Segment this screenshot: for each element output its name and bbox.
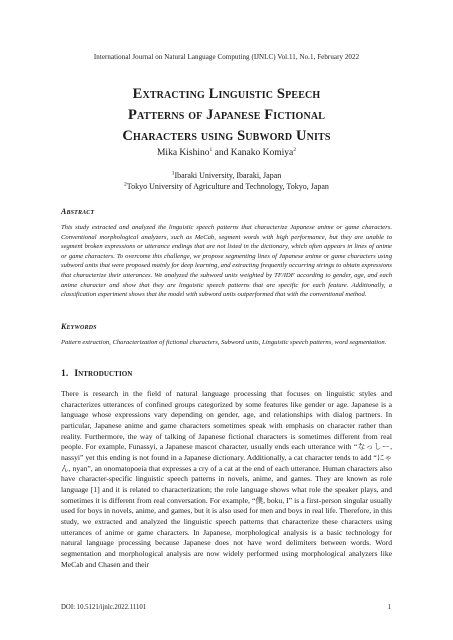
keywords-heading: Keywords bbox=[61, 322, 97, 331]
paper-title bbox=[40, 84, 413, 147]
running-header: International Journal on Natural Language Computing (IJNLC) Vol.11, No.1, February 2022 bbox=[93, 53, 360, 61]
author-affiliation-mark: 1 bbox=[209, 146, 213, 153]
section-heading-introduction bbox=[61, 369, 132, 379]
author-affiliation-mark: 2 bbox=[293, 146, 296, 153]
section-title: Introduction bbox=[74, 369, 133, 379]
section-number: 1. bbox=[61, 369, 69, 379]
affiliation-line bbox=[0, 170, 453, 181]
author-name: Kanako Komiya bbox=[230, 148, 294, 158]
affiliation-text: Tokyo University of Agriculture and Technology, Tokyo, Japan bbox=[126, 182, 329, 191]
keywords-text: Pattern extraction, Characterization of fictional characters, Subword units, Linguistic speech patterns, word segmentation. bbox=[61, 339, 387, 346]
page-number: 1 bbox=[387, 604, 391, 611]
author-list bbox=[0, 148, 453, 158]
doi-footer: DOI: 10.5121/ijnlc.2022.11101 bbox=[61, 604, 147, 611]
abstract-text: This study extracted and analyzed the linguistic speech patterns that characterize Japanese anime or game characters. Conventional morphological analyzers, such as MeCab, segment words with high performance, but they are unable to segment broken expressions or utterance endings that are not listed in the dictionary, which often appears in lines of anime or game characters. To overcome this challenge, we propose segmenting lines of Japanese anime or game characters using subword units that were proposed mainly for deep learning, and extracting frequently occurring strings to obtain expressions that characterize their utterances. We analyzed the subword units weighted by TF/IDF according to gender, age, and each anime character and show that they are linguistic speech patterns that are specific for each feature. Additionally, a classification experiment shows that the model with subword units outperformed that with the conventional method. bbox=[61, 224, 392, 299]
author-name: Mika Kishino bbox=[156, 148, 210, 158]
title-line: Characters using Subword Units bbox=[122, 128, 331, 144]
title-line: Patterns of Japanese Fictional bbox=[127, 107, 326, 123]
title-line: Extracting Linguistic Speech bbox=[132, 86, 321, 102]
affiliation-line bbox=[0, 181, 453, 192]
affiliation-mark: 1 bbox=[171, 170, 175, 177]
affiliations bbox=[0, 170, 453, 192]
introduction-text: There is research in the field of natural language processing that focuses on linguistic styles and characterizes utterances of confined groups categorized by some features like gender or age. Japanese is a language whose expressions vary depending on gender, age, and relationships with dialog partners. In particular, Japanese anime and game characters sometimes speak with emphasis on character rather than reality. Furthermore, the way of talking of Japanese fictional characters is sometimes different from real people. For example, Funassyi, a Japanese mascot character, usually ends each utterance with “なっしー, nassyi” yet this ending is not found in a Japanese dictionary. Additionally, a cat character tends to add “にゃん, nyan”, an onomatopoeia that expresses a cry of a cat at the end of each utterance. Human characters also have character-specific linguistic speech patterns in novels, anime, and games. They are known as role language [1] and it is related to characterization; the role language shows what role the speaker plays, and sometimes it is different from real conversation. For example, “僕, boku, I” is a first-person singular usually used for boys in novels, anime, and games, but it is also used for men and boys in real life. Therefore, in this study, we extracted and analyzed the linguistic speech patterns that characterize these characters using utterances of anime or game characters. In Japanese, morphological analysis is a basic technology for natural language processing because Japanese does not have word delimiters between words. Word segmentation and morphological analysis are now widely performed using morphological analyzers like MeCab and Chasen and their bbox=[61, 389, 392, 569]
affiliation-mark: 2 bbox=[124, 181, 127, 188]
affiliation-text: Ibaraki University, Ibaraki, Japan bbox=[174, 171, 282, 180]
author-connector: and bbox=[212, 148, 231, 158]
abstract-heading: Abstract bbox=[61, 207, 95, 216]
